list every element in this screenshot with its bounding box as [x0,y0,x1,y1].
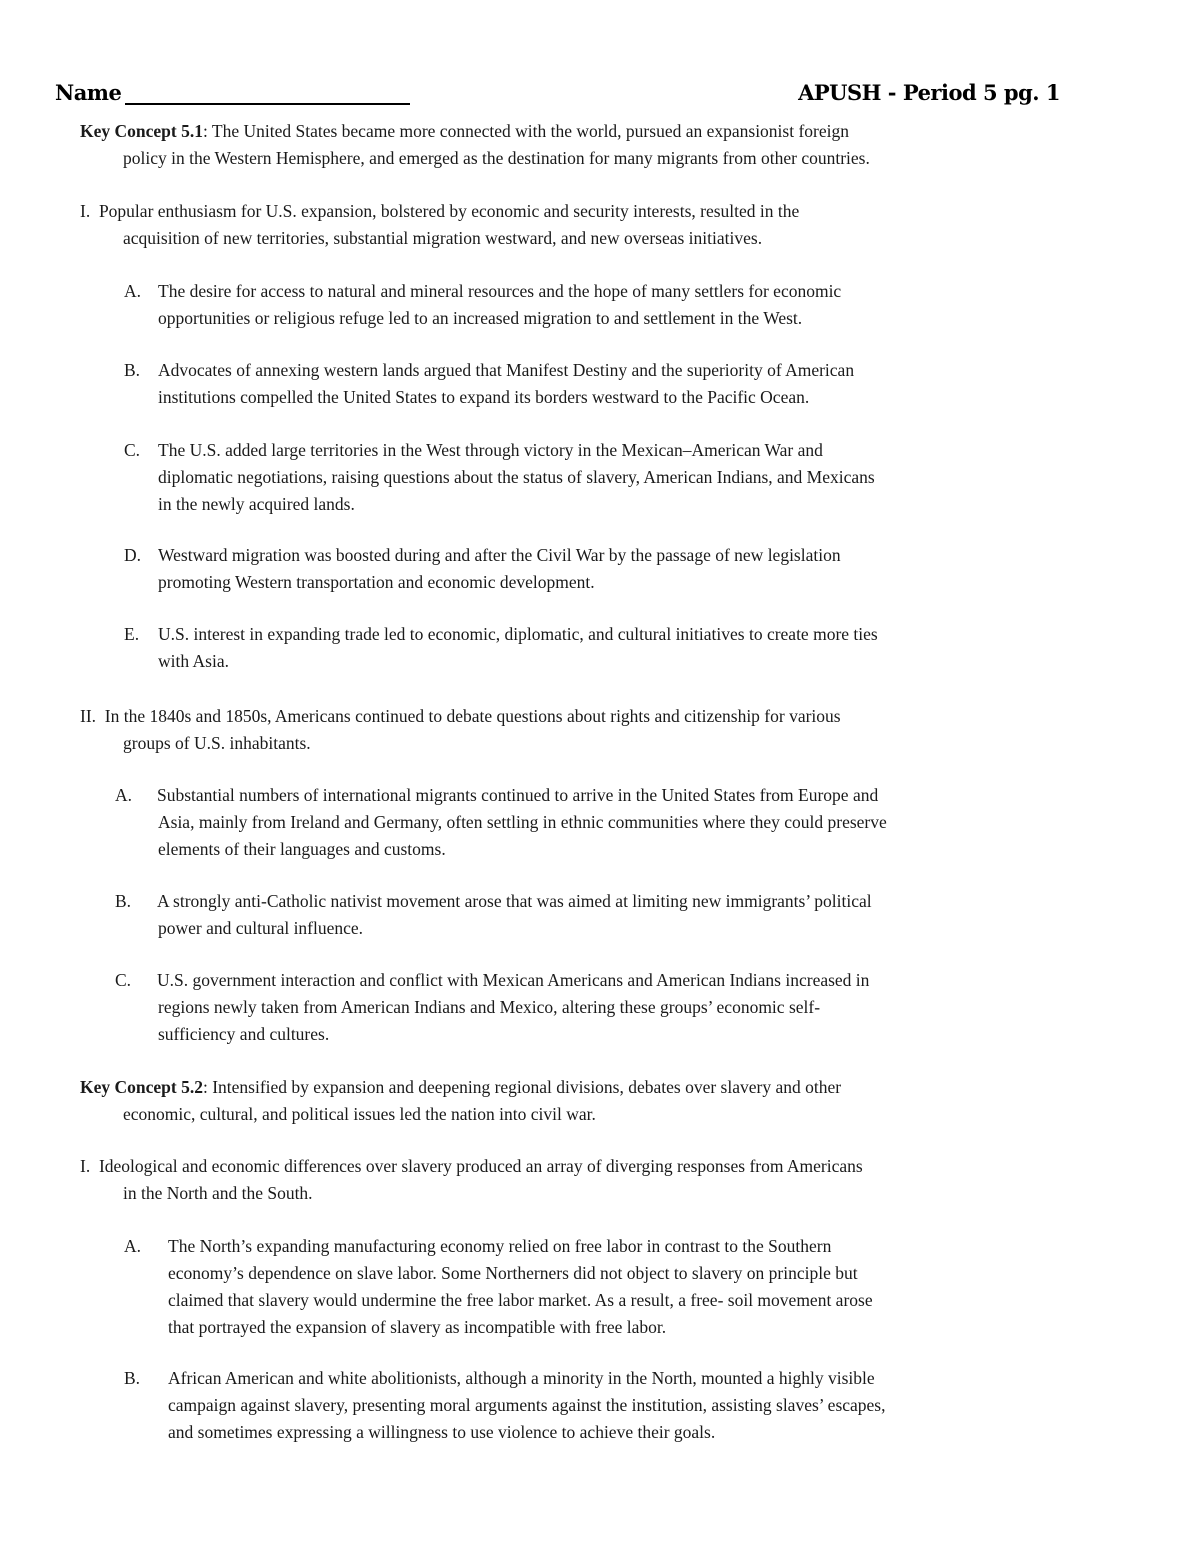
section-marker: I. [80,1156,91,1176]
item-marker: C. [124,440,141,460]
key-concept-5-2 [80,1074,1100,1128]
item-text: Westward migration was boosted during and after the Civil War by the passage of new legislation [158,545,841,565]
item-text-cont: Asia, mainly from Ireland and Germany, often settling in ethnic communities where they could preserve [158,812,887,832]
item-text: The U.S. added large territories in the West through victory in the Mexican–American War and [158,440,823,460]
list-item [124,621,1084,675]
section-text-cont: acquisition of new territories, substantial migration westward, and new overseas initiatives. [123,228,763,248]
item-text-cont: sufficiency and cultures. [158,1024,330,1044]
item-marker: B. [124,1368,141,1388]
section-text: Ideological and economic differences over slavery produced an array of diverging responses from Americans [98,1156,863,1176]
item-text-cont: power and cultural influence. [158,918,364,938]
item-text-cont: promoting Western transportation and economic development. [158,572,595,592]
key-concept-5-1 [80,118,1100,172]
item-text-cont: campaign against slavery, presenting moral arguments against the institution, assisting slaves’ escapes, [168,1395,886,1415]
list-item [124,542,1084,596]
item-text: Advocates of annexing western lands argued that Manifest Destiny and the superiority of American [158,360,855,380]
section-marker: I. [80,201,91,221]
item-text: The desire for access to natural and mineral resources and the hope of many settlers for economic [158,281,842,301]
item-marker: B. [115,891,132,911]
item-text-cont: opportunities or religious refuge led to an increased migration to and settlement in the West. [158,308,803,328]
list-item [115,888,1095,942]
item-text-cont: that portrayed the expansion of slavery as incompatible with free labor. [168,1317,667,1337]
item-text: African American and white abolitionists, although a minority in the North, mounted a highly visible [168,1368,875,1388]
item-marker: C. [115,970,132,990]
item-text: Substantial numbers of international migrants continued to arrive in the United States from Europe and [157,785,879,805]
item-text-cont: and sometimes expressing a willingness to use violence to achieve their goals. [168,1422,716,1442]
item-text-cont: with Asia. [158,651,229,671]
section-marker: II. [80,706,97,726]
list-item [115,967,1095,1048]
item-text-cont: economy’s dependence on slave labor. Some Northerners did not object to slavery on principle but [168,1263,858,1283]
key-concept-text: : The United States became more connected with the world, pursued an expansionist foreign [202,121,850,141]
list-item [124,437,1084,518]
list-item [124,278,1084,332]
key-concept-label: Key Concept 5.1 [80,121,203,141]
name-label: Name [55,80,122,105]
section-text: Popular enthusiasm for U.S. expansion, bolstered by economic and security interests, resulted in the [98,201,800,221]
name-blank-line[interactable] [125,84,410,105]
key-concept-text-cont: economic, cultural, and political issues led the nation into civil war. [123,1104,596,1124]
item-marker: B. [124,360,141,380]
item-text-cont: institutions compelled the United States to expand its borders westward to the Pacific Ocean. [158,387,810,407]
item-text-cont: diplomatic negotiations, raising questions about the status of slavery, American Indians, and Mexicans [158,467,875,487]
key-concept-text: : Intensified by expansion and deepening regional divisions, debates over slavery and other [202,1077,842,1097]
item-marker: A. [124,281,142,301]
item-marker: D. [124,545,142,565]
item-text-cont: claimed that slavery would undermine the free labor market. As a result, a free- soil movement arose [168,1290,873,1310]
item-text: U.S. government interaction and conflict with Mexican Americans and American Indians increased in [157,970,870,990]
list-item [115,782,1095,863]
section-text: In the 1840s and 1850s, Americans continued to debate questions about rights and citizenship for various [104,706,841,726]
course-page-title: APUSH - Period 5 pg. 1 [798,80,1060,105]
item-marker: A. [124,1236,142,1256]
section-i [80,198,1100,252]
section-text-cont: groups of U.S. inhabitants. [123,733,311,753]
list-item [124,1233,1084,1341]
section-text-cont: in the North and the South. [123,1183,313,1203]
item-text-cont: regions newly taken from American Indians and Mexico, altering these groups’ economic self- [158,997,821,1017]
list-item [124,357,1084,411]
item-marker: A. [115,785,133,805]
item-text-cont: elements of their languages and customs. [158,839,446,859]
item-text-cont: in the newly acquired lands. [158,494,355,514]
list-item [124,1365,1084,1446]
item-text: A strongly anti-Catholic nativist movement arose that was aimed at limiting new immigrants’ political [157,891,872,911]
item-text: The North’s expanding manufacturing economy relied on free labor in contrast to the Southern [168,1236,832,1256]
section-i-kc2 [80,1153,1100,1207]
item-text: U.S. interest in expanding trade led to economic, diplomatic, and cultural initiatives to create more ties [158,624,878,644]
section-ii [80,703,1100,757]
name-field [55,80,410,105]
item-marker: E. [124,624,140,644]
key-concept-label: Key Concept 5.2 [80,1077,203,1097]
key-concept-text-cont: policy in the Western Hemisphere, and emerged as the destination for many migrants from other countries. [123,148,870,168]
